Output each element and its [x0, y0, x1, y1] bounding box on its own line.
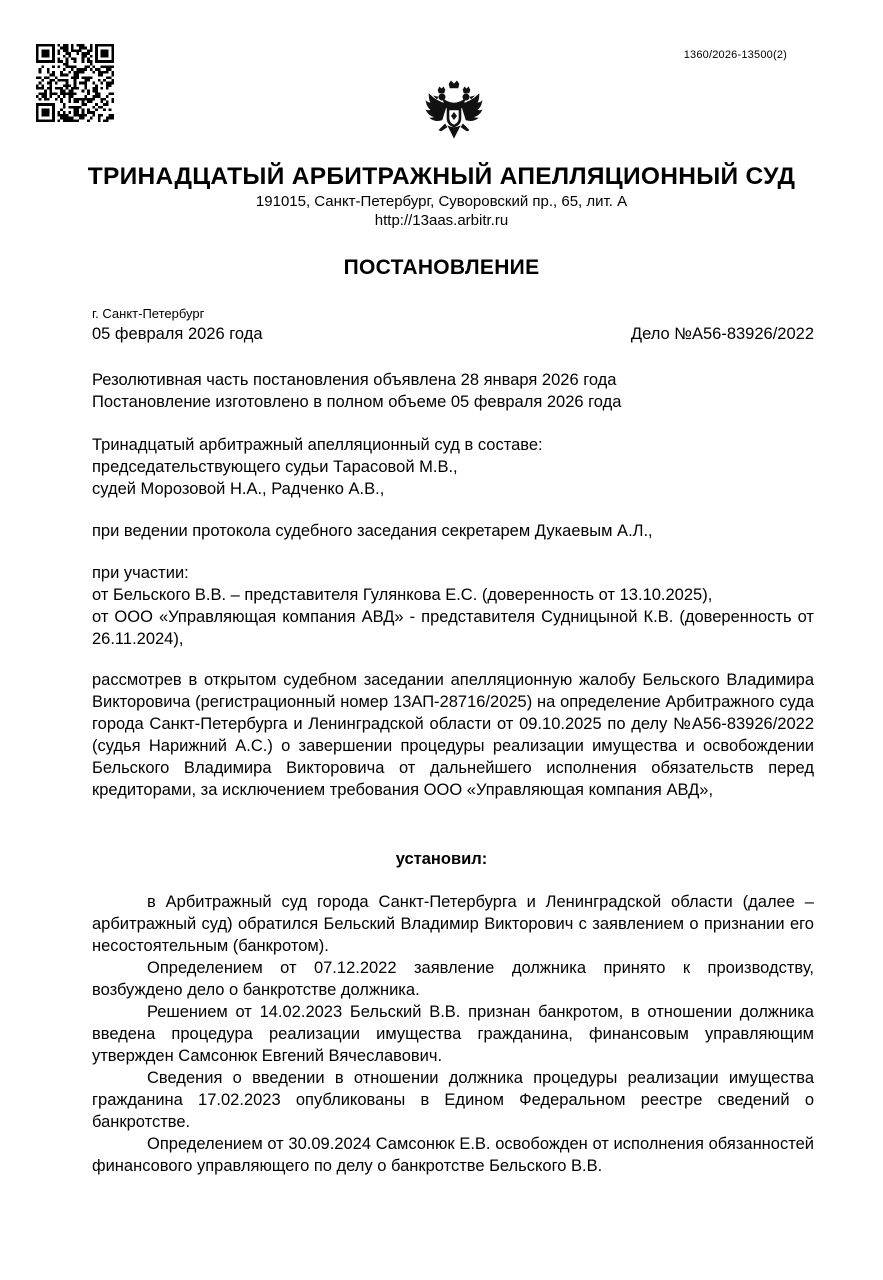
body-paragraph: Сведения о введении в отношении должника процедуры реализации имущества гражданина 17.02.2023 опубликованы в Едином Федеральном реестре сведений о банкротстве.: [92, 1069, 814, 1131]
date-case-row: [92, 325, 814, 344]
court-website: http://13aas.arbitr.ru: [374, 212, 509, 229]
court-address: 191015, Санкт-Петербург, Суворовский пр., 65, лит. А: [255, 193, 628, 210]
resolution-announced: Резолютивная часть постановления объявлена 28 января 2026 года: [92, 371, 617, 389]
city: г. Санкт-Петербург: [92, 306, 205, 321]
court-title: ТРИНАДЦАТЫЙ АРБИТРАЖНЫЙ АПЕЛЛЯЦИОННЫЙ СУД: [87, 163, 796, 190]
body-paragraphs: [92, 891, 814, 1177]
body-paragraph: Решением от 14.02.2023 Бельский В.В. признан банкротом, в отношении должника введена процедура реализации имущества гражданина, финансовым управляющим утвержден Самсонюк Евгений Вячеславович.: [92, 1003, 814, 1065]
body-paragraph: Определением от 07.12.2022 заявление должника принято к производству, возбуждено дело о банкротстве должника.: [92, 959, 814, 999]
participants-intro: при участии:: [92, 564, 189, 582]
participant-2: от ООО «Управляющая компания АВД» - представителя Судницыной К.В. (доверенность от 26.11.2024),: [92, 608, 814, 648]
body-paragraph: Определением от 30.09.2024 Самсонюк Е.В. освобожден от исполнения обязанностей финансового управляющего по делу о банкротстве Бельского В.В.: [92, 1135, 814, 1175]
presiding-judge: председательствующего судьи Тарасовой М.В.,: [92, 458, 458, 476]
established-heading: установил:: [395, 850, 488, 868]
composition-intro: Тринадцатый арбитражный апелляционный суд в составе:: [92, 436, 543, 454]
panel-judges: судей Морозовой Н.А., Радченко А.В.,: [92, 480, 385, 498]
document-title: ПОСТАНОВЛЕНИЕ: [343, 256, 540, 279]
body-paragraph: в Арбитражный суд города Санкт-Петербурга и Ленинградской области (далее – арбитражный суд) обратился Бельский Владимир Викторович с заявлением о признании его несостоятельным (банкротом).: [92, 893, 814, 955]
case-number: Дело №А56-83926/2022: [630, 325, 814, 343]
document-date: 05 февраля 2026 года: [92, 325, 263, 343]
full-text-prepared: Постановление изготовлено в полном объеме 05 февраля 2026 года: [92, 393, 622, 411]
participant-1: от Бельского В.В. – представителя Гулянкова Е.С. (доверенность от 13.10.2025),: [92, 586, 713, 604]
secretary-line: при ведении протокола судебного заседания секретарем Дукаевым А.Л.,: [92, 522, 653, 540]
qr-code-icon: [36, 44, 114, 122]
document-id: 1360/2026-13500(2): [683, 49, 787, 61]
considered-paragraph: рассмотрев в открытом судебном заседании апелляционную жалобу Бельского Владимира Викторовича (регистрационный номер 13АП-28716/2025) на определение Арбитражного суда города Санкт-Петербурга и Ленинградской области от 09.10.2025 по делу №А56-83926/2022 (судья Нарижний А.С.) о завершении процедуры реализации имущества и освобождении Бельского Владимира Викторовича от дальнейшего исполнения обязательств перед кредиторами, за исключением требования ООО «Управляющая компания АВД»,: [92, 671, 814, 799]
coat-of-arms-icon: [424, 80, 484, 144]
